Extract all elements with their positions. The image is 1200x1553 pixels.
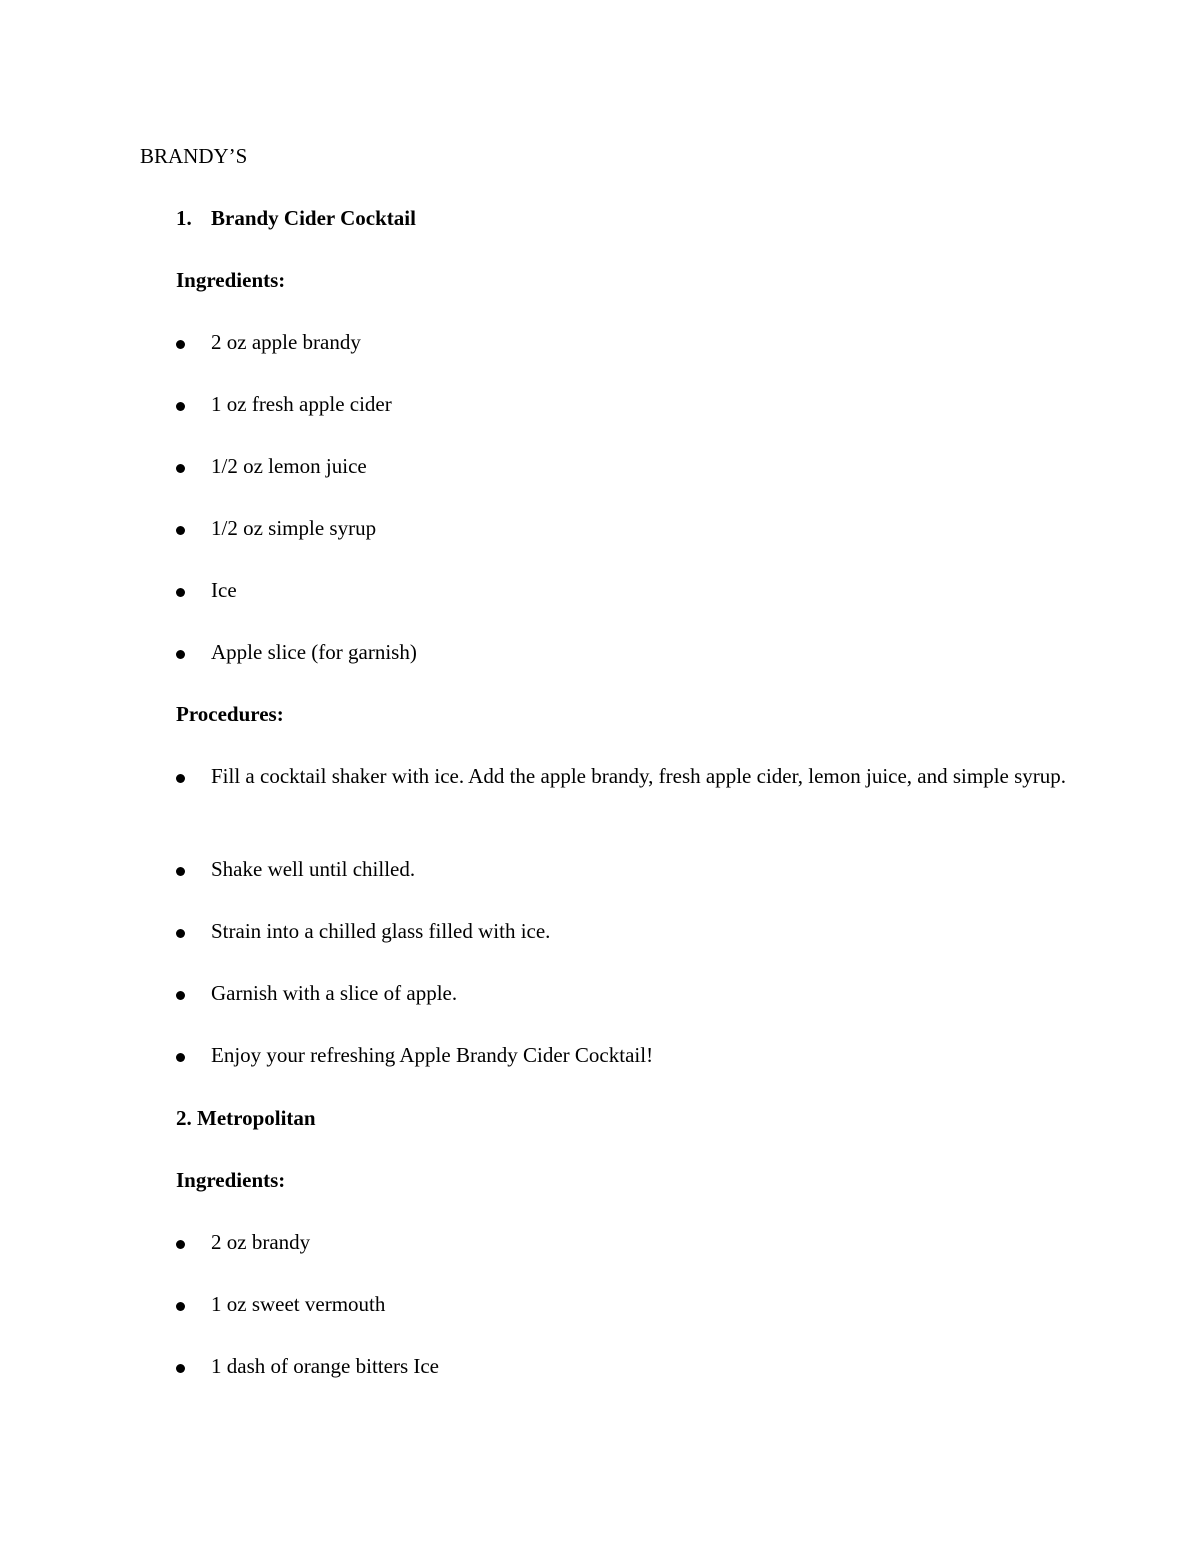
bullet-icon	[176, 1053, 185, 1062]
bullet-icon	[176, 526, 185, 535]
recipe-1-ingredients-label: Ingredients:	[176, 268, 286, 292]
bullet-icon	[176, 464, 185, 473]
bullet-icon	[176, 991, 185, 1000]
procedure-text: Fill a cocktail shaker with ice. Add the apple brandy, fresh apple cider, lemon juice, and simple syrup.	[211, 764, 1067, 788]
recipe-2-title: 2. Metropolitan	[176, 1106, 316, 1130]
bullet-icon	[176, 1364, 185, 1373]
bullet-icon	[176, 1302, 185, 1311]
bullet-icon	[176, 402, 185, 411]
ingredient-text: 1 oz fresh apple cider	[211, 392, 392, 416]
recipe-1-number: 1.	[176, 206, 192, 230]
ingredient-text: 2 oz apple brandy	[211, 330, 361, 354]
ingredient-text: 1 dash of orange bitters Ice	[211, 1354, 439, 1378]
ingredient-text: Ice	[211, 578, 237, 602]
bullet-icon	[176, 774, 185, 783]
ingredient-text: Apple slice (for garnish)	[211, 640, 417, 664]
recipe-1-name: Brandy Cider Cocktail	[211, 206, 416, 230]
ingredient-text: 2 oz brandy	[211, 1230, 311, 1254]
ingredient-text: 1/2 oz simple syrup	[211, 516, 377, 540]
bullet-icon	[176, 340, 185, 349]
ingredient-text: 1 oz sweet vermouth	[211, 1292, 386, 1316]
procedure-text: Garnish with a slice of apple.	[211, 981, 458, 1005]
recipe-1-procedures-label: Procedures:	[176, 702, 284, 726]
bullet-icon	[176, 867, 185, 876]
procedure-text: Shake well until chilled.	[211, 857, 416, 881]
ingredient-text: 1/2 oz lemon juice	[211, 454, 367, 478]
document-title: BRANDY’S	[140, 144, 248, 168]
bullet-icon	[176, 588, 185, 597]
procedure-text: Enjoy your refreshing Apple Brandy Cider Cocktail!	[211, 1043, 654, 1067]
bullet-icon	[176, 1240, 185, 1249]
procedure-text: Strain into a chilled glass filled with ice.	[211, 919, 551, 943]
recipe-2-ingredients-label: Ingredients:	[176, 1168, 286, 1192]
bullet-icon	[176, 929, 185, 938]
bullet-icon	[176, 650, 185, 659]
